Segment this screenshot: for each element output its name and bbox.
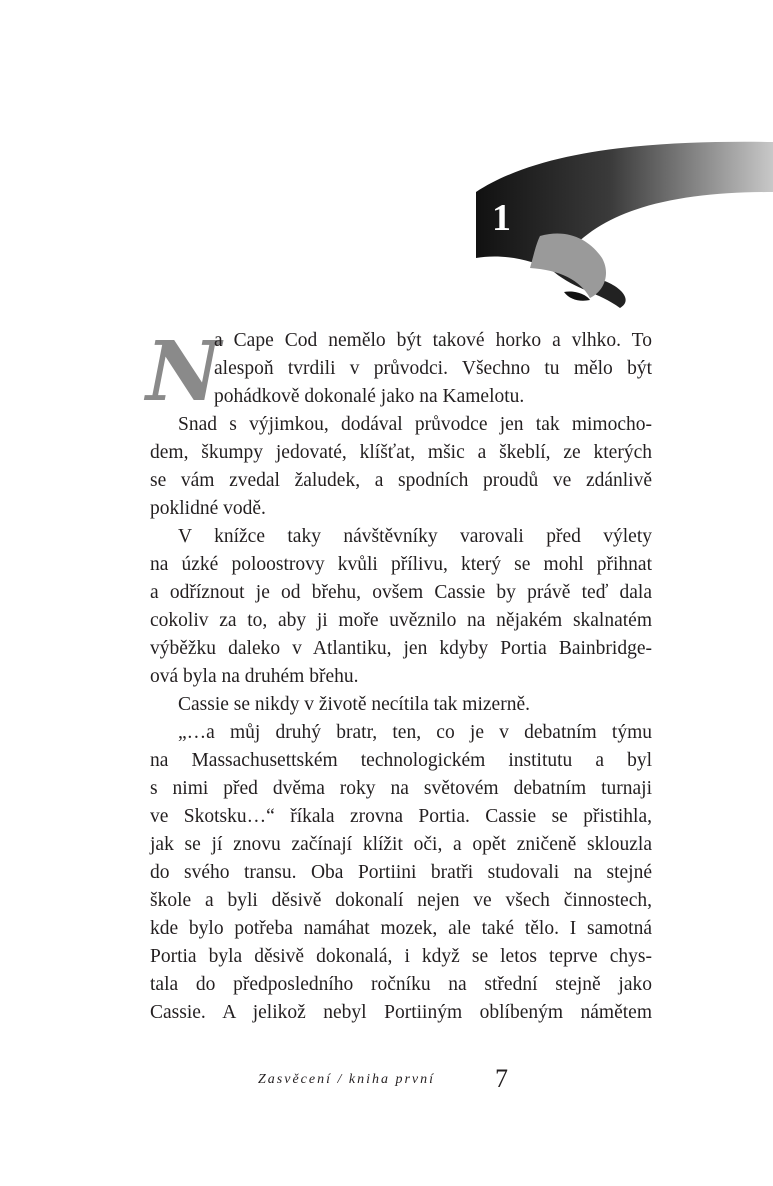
text-line: poklidné vodě. bbox=[150, 498, 266, 519]
text-line: škole a byli děsivě dokonalí nejen ve všech činnostech, bbox=[150, 890, 652, 911]
text-line: V knížce taky návštěvníky varovali před výlety bbox=[178, 526, 652, 547]
text-line: ve Skotsku…“ říkala zrovna Portia. Cassie se přistihla, bbox=[150, 806, 652, 827]
text-line: se vám zvedal žaludek, a spodních proudů ve zdánlivě bbox=[150, 470, 652, 491]
text-line: Cassie se nikdy v životě necítila tak mizerně. bbox=[178, 694, 530, 715]
svg-text:N: N bbox=[146, 324, 221, 420]
text-line: ová byla na druhém břehu. bbox=[150, 666, 359, 687]
chapter-banner bbox=[470, 140, 773, 310]
text-line: cokoliv za to, aby ji moře uvěznilo na nějakém skalnatém bbox=[150, 610, 652, 631]
page-number: 7 bbox=[495, 1064, 508, 1093]
text-line: „…a můj druhý bratr, ten, co je v debatním týmu bbox=[178, 722, 652, 743]
text-line: výběžku daleko v Atlantiku, jen kdyby Portia Bainbridge- bbox=[150, 638, 652, 659]
text-line: kde bylo potřeba namáhat mozek, ale také tělo. I samotná bbox=[150, 918, 652, 939]
text-line: na Massachusettském technologickém institutu a byl bbox=[150, 750, 652, 771]
text-line: a Cape Cod nemělo být takové horko a vlhko. To bbox=[214, 330, 652, 351]
text-line: s nimi před dvěma roky na světovém debatním turnaji bbox=[150, 778, 652, 799]
text-line: na úzké poloostrovy kvůli přílivu, který se mohl přihnat bbox=[150, 554, 652, 575]
text-line: tala do předposledního ročníku na střední stejně jako bbox=[150, 974, 652, 995]
text-line: a odříznout je od břehu, ovšem Cassie by právě teď dala bbox=[150, 582, 652, 603]
text-line: dem, škumpy jedovaté, klíšťat, mšic a škeblí, ze kterých bbox=[150, 442, 652, 463]
text-line: pohádkově dokonalé jako na Kamelotu. bbox=[214, 386, 525, 407]
running-footer-title: Zasvěcení / kniha první bbox=[258, 1072, 436, 1087]
chapter-number: 1 bbox=[492, 197, 511, 239]
text-line: alespoň tvrdili v průvodci. Všechno tu mělo být bbox=[214, 358, 652, 379]
text-line: do svého transu. Oba Portiini bratři studovali na stejné bbox=[150, 862, 652, 883]
text-line: Portia byla děsivě dokonalá, i když se letos teprve chys- bbox=[150, 946, 652, 967]
text-line: jak se jí znovu začínají klížit oči, a opět zničeně sklouzla bbox=[150, 834, 652, 855]
text-line: Cassie. A jelikož nebyl Portiiným oblíbeným námětem bbox=[150, 1002, 652, 1023]
text-line: Snad s výjimkou, dodával průvodce jen tak mimocho- bbox=[178, 414, 652, 435]
drop-cap bbox=[142, 324, 221, 420]
